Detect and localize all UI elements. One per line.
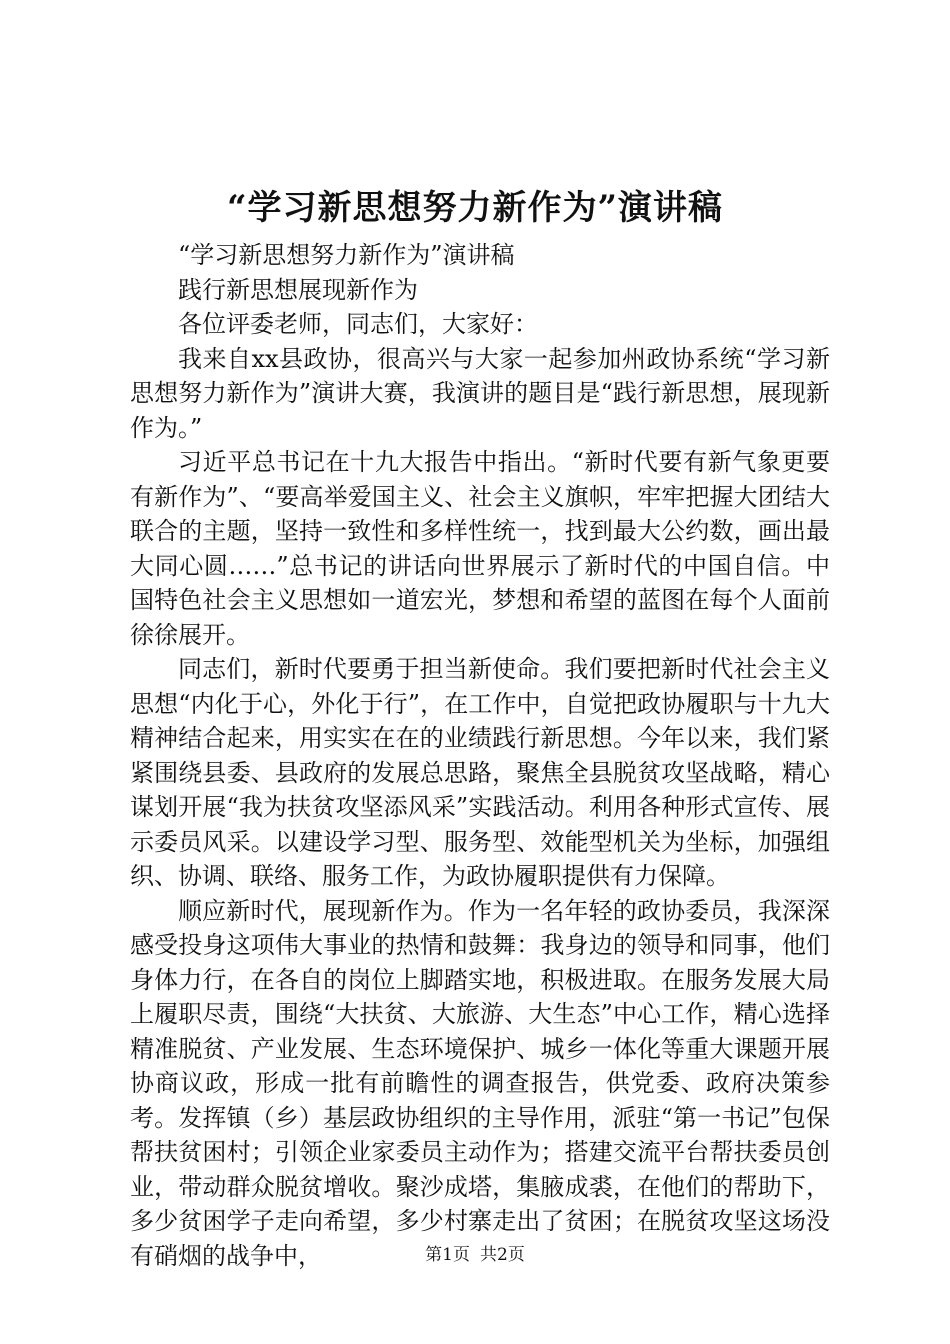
page-number: 第1页 — [425, 1245, 470, 1265]
paragraph-intro: 我来自xx县政协，很高兴与大家一起参加州政协系统“学习新思想努力新作为”演讲大赛，我演讲的题目是“践行新思想，展现新作为。” — [130, 344, 830, 442]
paragraph-quote: 习近平总书记在十九大报告中指出。“新时代要有新气象更要有新作为”、“要高举爱国主义、社会主义旗帜，牢牢把握大团结大联合的主题，坚持一致性和多样性统一，找到最大公约数，画出最大同心圆……”总书记的讲话向世界展示了新时代的中国自信。中国特色社会主义思想如一道宏光，梦想和希望的蓝图在每个人面前徐徐展开。 — [130, 448, 830, 649]
paragraph-theme: 践行新思想展现新作为 — [178, 275, 418, 304]
document-title: “学习新思想努力新作为”演讲稿 — [226, 188, 724, 228]
paragraph-new-era: 顺应新时代，展现新作为。作为一名年轻的政协委员，我深深感受投身这项伟大事业的热情和鼓舞：我身边的领导和同事，他们身体力行，在各自的岗位上脚踏实地，积极进取。在服务发展大局上履职尽责，围绕“大扶贫、大旅游、大生态”中心工作，精心选择精准脱贫、产业发展、生态环境保护、城乡一体化等重大课题开展协商议政，形成一批有前瞻性的调查报告，供党委、政府决策参考。发挥镇（乡）基层政协组织的主导作用，派驻“第一书记”包保帮扶贫困村；引领企业家委员主动作为；搭建交流平台帮扶委员创业，带动群众脱贫增收。聚沙成塔，集腋成裘，在他们的帮助下，多少贫困学子走向希望，多少村寨走出了贫困；在脱贫攻坚这场没有硝烟的战争中， — [130, 896, 830, 1270]
paragraph-greeting: 各位评委老师，同志们，大家好： — [178, 310, 538, 338]
document-body — [130, 238, 830, 1273]
paragraph-mission: 同志们，新时代要勇于担当新使命。我们要把新时代社会主义思想“内化于心，外化于行”，在工作中，自觉把政协履职与十九大精神结合起来，用实实在在的业绩践行新思想。今年以来，我们紧紧围绕县委、县政府的发展总思路，聚焦全县脱贫攻坚战略，精心谋划开展“我为扶贫攻坚添风采”实践活动。利用各种形式宣传、展示委员风采。以建设学习型、服务型、效能型机关为坐标，加强组织、协调、联络、服务工作，为政协履职提供有力保障。 — [130, 655, 830, 890]
page-total: 共2页 — [480, 1245, 525, 1265]
paragraph-subtitle-repeat: “学习新思想努力新作为”演讲稿 — [178, 241, 515, 269]
page-footer — [0, 1244, 950, 1266]
